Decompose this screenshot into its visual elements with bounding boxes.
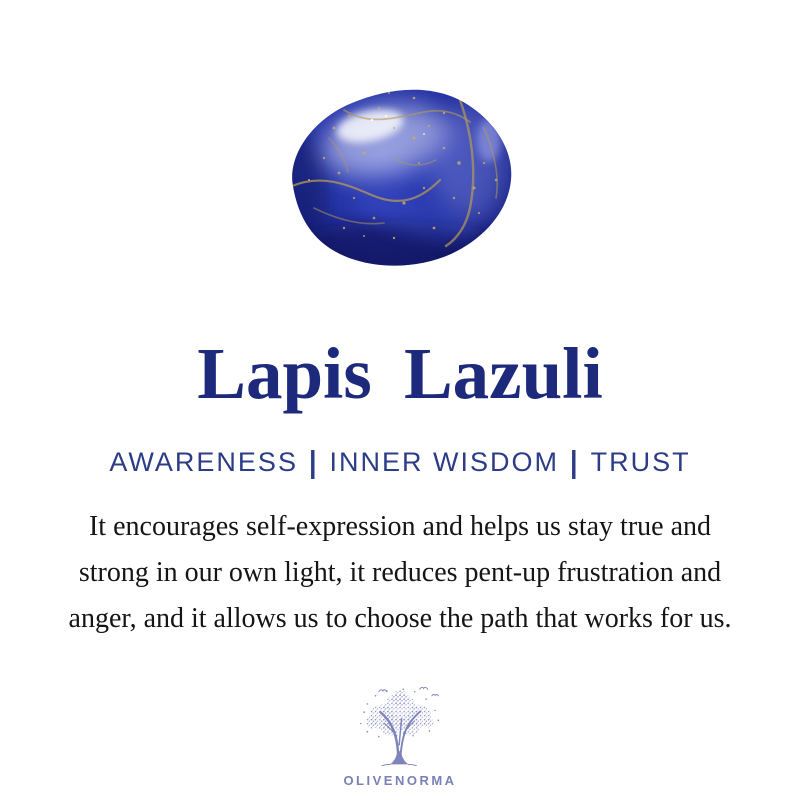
lapis-lazuli-stone-icon [274, 68, 526, 276]
keyword-awareness: AWARENESS [109, 447, 298, 477]
description-line: It encourages self-expression and helps us stay true and [88, 511, 712, 542]
description-text [0, 504, 800, 642]
description-line: anger, and it allows us to choose the path that works for us. [68, 603, 732, 634]
keyword-divider: | [570, 445, 580, 479]
keyword-divider: | [308, 445, 319, 479]
page-title: Lapis Lazuli [197, 333, 603, 414]
keyword-trust: TRUST [590, 447, 691, 477]
description-line: strong in our own light, it reduces pent-up frustration and [78, 557, 722, 588]
bird-icon [432, 695, 439, 696]
bird-icon [420, 687, 428, 689]
stone-photo [274, 68, 526, 281]
tree-logo-icon [354, 686, 446, 766]
keyword-inner-wisdom: INNER WISDOM [329, 447, 560, 477]
keywords-line [0, 446, 800, 478]
bird-icon [379, 690, 387, 692]
brand-logo [0, 686, 800, 788]
brand-name: OLIVENORMA [343, 773, 457, 788]
